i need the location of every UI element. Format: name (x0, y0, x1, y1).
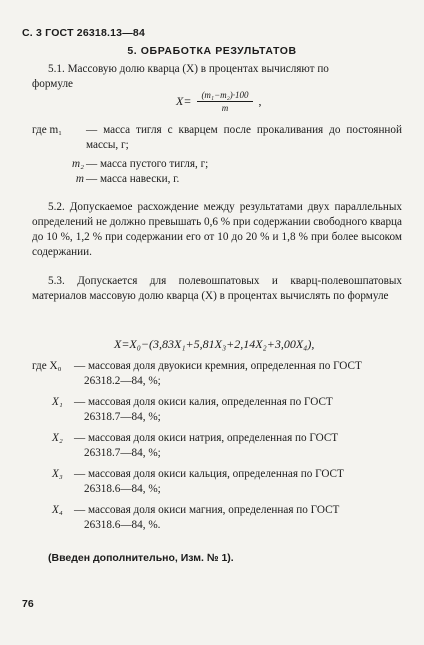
paragraph-5-2 (32, 200, 402, 260)
formula-trail: , (258, 94, 262, 108)
definition-body (74, 467, 402, 497)
definition-ref: 26318.7—84, %; (84, 447, 161, 459)
definition-text: — масса навески, г. (86, 173, 180, 185)
definition-ref: 26318.6—84, %. (84, 519, 161, 531)
definition-body (74, 359, 402, 389)
definition-text: — массовая доля окиси калия, определенная по ГОСТ (74, 396, 333, 408)
paragraph-5-3-text: 5.3. Допускается для полевошпатовых и кварц-полевошпатовых материалов массовую долю кварца (X) в процентах вычислять по формуле (32, 275, 402, 302)
amendment-note: (Введен дополнительно, Изм. № 1). (48, 552, 234, 564)
paragraph-5-1 (32, 62, 402, 92)
definition-item (32, 503, 402, 533)
definition-symbol: X₄ (52, 504, 63, 516)
definition-symbol: m₂ (72, 158, 84, 170)
definition-row (32, 123, 402, 153)
paragraph-5-1-line2: формуле (32, 78, 73, 90)
definition-item (32, 431, 402, 461)
definition-body (74, 395, 402, 425)
definition-text: — массовая доля окиси магния, определенная по ГОСТ (74, 504, 340, 516)
definition-symbol: где m₁ (32, 124, 63, 136)
definitions-formula-1 (32, 123, 402, 187)
formula-fraction (197, 89, 252, 114)
definition-row (32, 157, 402, 172)
definition-item (32, 467, 402, 497)
definition-item (32, 359, 402, 389)
definition-ref: 26318.7—84, %; (84, 411, 161, 423)
definition-row (32, 172, 402, 187)
definition-ref: 26318.2—84, %; (84, 375, 161, 387)
definition-body (74, 503, 402, 533)
definition-symbol: m (75, 173, 84, 185)
definition-symbol: X₂ (52, 432, 63, 444)
formula-denominator: m (221, 103, 229, 113)
definitions-formula-2 (32, 359, 402, 539)
formula-quartz-alt: X=X₀−(3,83X₁+5,81X₃+2,14X₂+3,00X₄), (114, 337, 315, 351)
formula-quartz (176, 89, 262, 114)
paragraph-5-3 (32, 274, 402, 304)
formula-numerator: (m₁−m₂)·100 (197, 89, 252, 102)
definition-symbol: X₃ (52, 468, 63, 480)
definition-text: — массовая доля двуокиси кремния, определенная по ГОСТ (74, 360, 362, 372)
definition-symbol: X₁ (52, 396, 63, 408)
definition-text: — массовая доля окиси кальция, определенная по ГОСТ (74, 468, 344, 480)
page-number: 76 (22, 598, 34, 610)
formula-lhs: X= (176, 94, 192, 108)
definition-text: — масса пустого тигля, г; (86, 158, 209, 170)
definition-body (74, 431, 402, 461)
definition-text: — масса тигля с кварцем после прокаливания до постоянной массы, г; (86, 124, 402, 151)
page-header: С. 3 ГОСТ 26318.13—84 (22, 27, 145, 39)
paragraph-5-2-text: 5.2. Допускаемое расхождение между результатами двух параллельных определений не должно превышать 0,6 % при содержании свободного кварца до 10 %, 1,2 % при содержании его от 10 до 20 % и 1,8 % при более высоком содержании. (32, 201, 402, 258)
definition-item (32, 395, 402, 425)
definition-text: — массовая доля окиси натрия, определенная по ГОСТ (74, 432, 339, 444)
definition-symbol: где X₀ (32, 360, 62, 372)
section-title: 5. ОБРАБОТКА РЕЗУЛЬТАТОВ (127, 45, 297, 57)
definition-ref: 26318.6—84, %; (84, 483, 161, 495)
paragraph-5-1-line1: 5.1. Массовую долю кварца (X) в процентах вычисляют по (48, 63, 329, 75)
